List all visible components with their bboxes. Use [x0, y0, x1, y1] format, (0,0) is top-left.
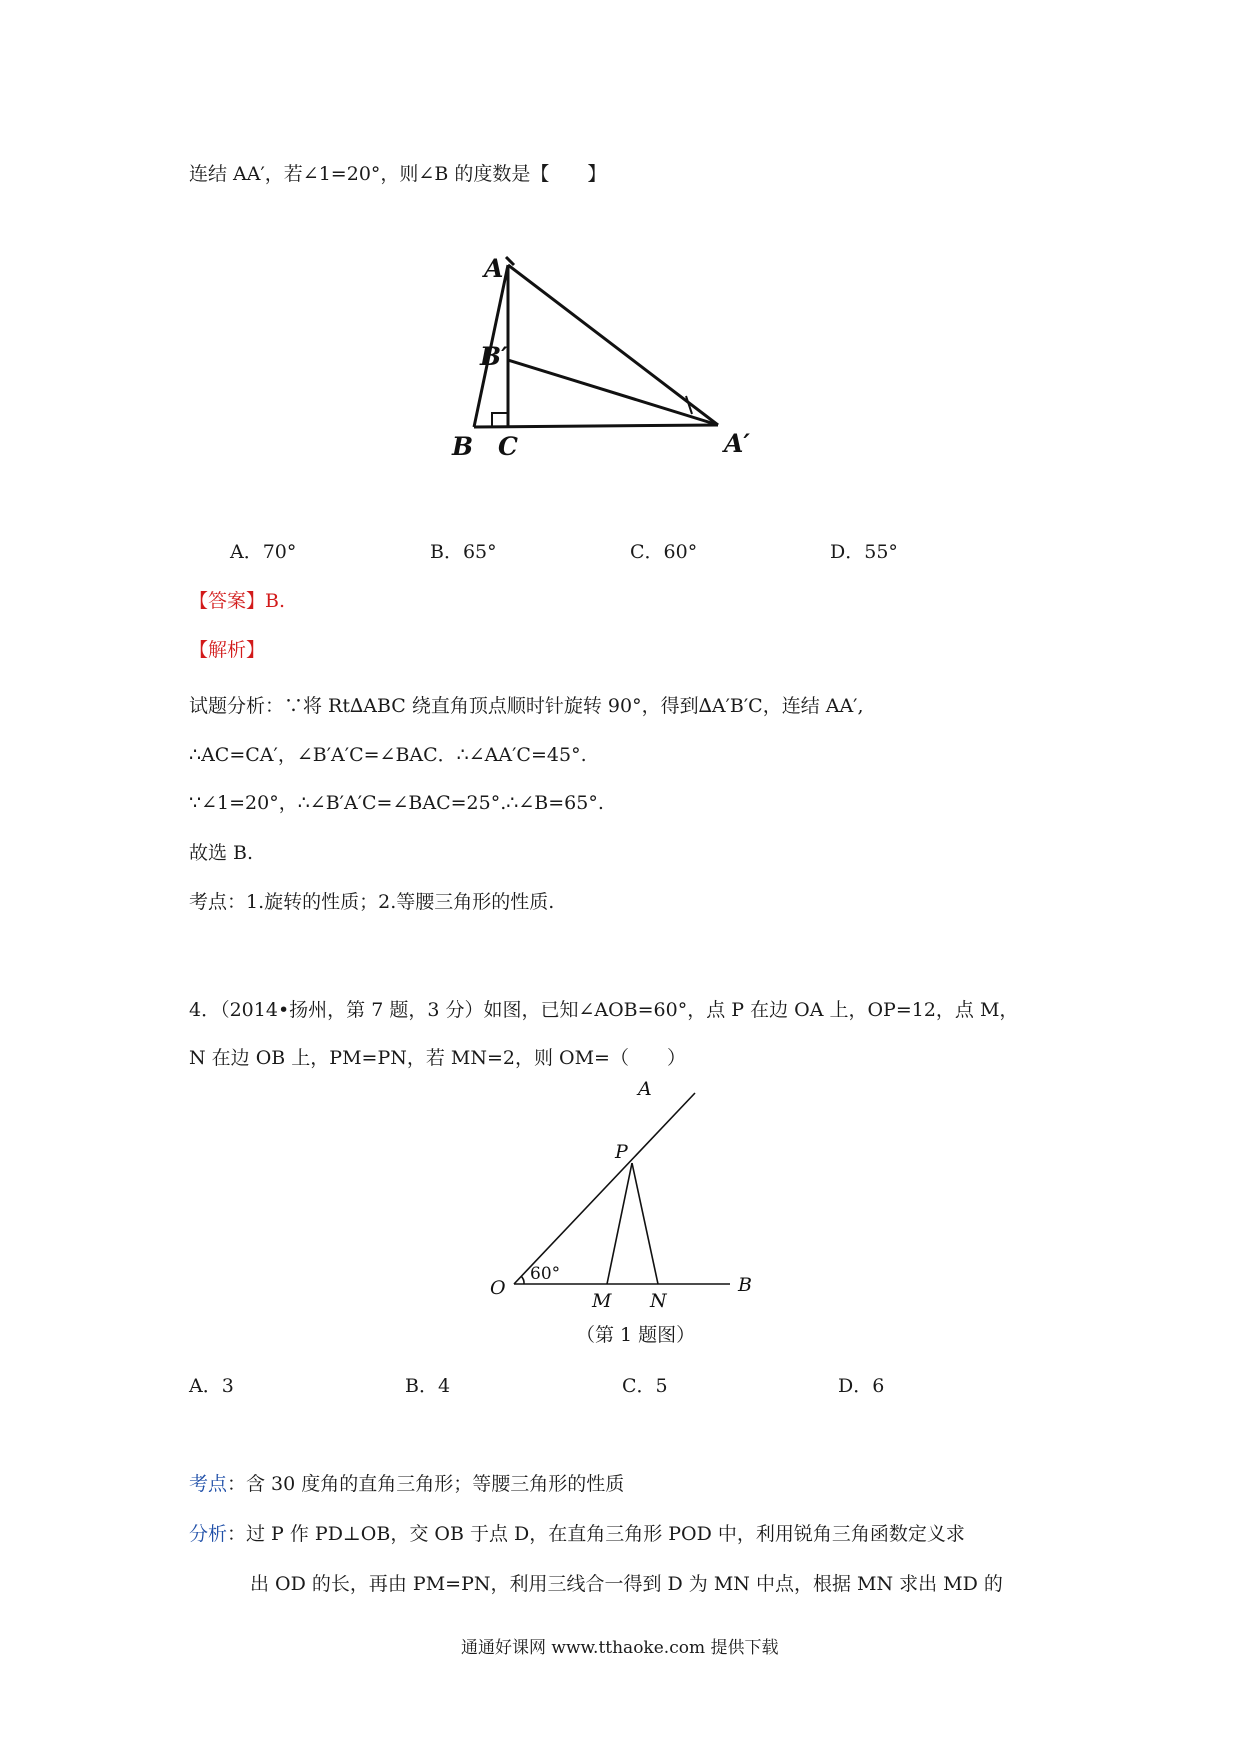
q4-fenxi-line-2: 出 OD 的长，再由 PM=PN，利用三线合一得到 D 为 MN 中点，根据 MN 求出 MD 的 — [250, 1573, 1003, 1595]
q4-fig-line-pn — [632, 1163, 658, 1284]
q4-kaodian-text: ：含 30 度角的直角三角形；等腰三角形的性质 — [227, 1473, 625, 1495]
q3-analysis-heading: 【解析】 — [189, 639, 266, 661]
q4-fig-angle-arc — [521, 1276, 524, 1284]
q3-analysis-line-4: 故选 B. — [189, 842, 254, 864]
q4-fig-label-o: O — [490, 1277, 506, 1299]
q3-fig-label-a-prime: A′ — [724, 429, 750, 458]
q3-option-b: B．65° — [430, 541, 497, 563]
q4-fenxi-label: 分析 — [189, 1523, 228, 1545]
q4-stem-line-1: 4．（2014•扬州，第 7 题，3 分）如图，已知∠AOB=60°，点 P 在边 OA 上，OP=12，点 M， — [189, 999, 1019, 1021]
q3-fig-label-a: A — [484, 254, 504, 283]
q4-fig-label-m: M — [592, 1290, 612, 1312]
q4-fig-label-n: N — [650, 1290, 667, 1312]
q3-fig-line-aa-prime — [508, 265, 718, 425]
q4-option-b: B．4 — [405, 1375, 451, 1397]
q4-fenxi-line-1 — [189, 1522, 965, 1546]
q3-figure — [452, 254, 790, 465]
q3-fig-label-c: C — [498, 432, 518, 461]
q3-stem: 连结 AA′，若∠1=20°，则∠B 的度数是【 】 — [189, 163, 607, 185]
q3-analysis-line-3: ∵∠1=20°，∴∠B′A′C=∠BAC=25°.∴∠B=65°. — [189, 792, 604, 814]
q3-analysis-line-2: ∴AC=CA′，∠B′A′C=∠BAC．∴∠AA′C=45°. — [189, 744, 587, 766]
q4-fig-label-b: B — [738, 1274, 752, 1296]
q3-analysis-line-1: 试题分析：∵将 Rt∆ABC 绕直角顶点顺时针旋转 90°，得到∆A′B′C，连结 AA′, — [189, 695, 864, 717]
q3-option-a: A．70° — [230, 541, 297, 563]
q3-option-d: D．55° — [830, 541, 898, 563]
q4-kaodian — [189, 1472, 624, 1496]
q4-figure-caption: （第 1 题图） — [576, 1324, 696, 1346]
q3-answer: 【答案】B. — [189, 590, 286, 612]
q4-kaodian-label: 考点 — [189, 1473, 228, 1495]
q4-stem-line-2: N 在边 OB 上，PM=PN，若 MN=2，则 OM=（ ） — [189, 1047, 686, 1069]
q4-fig-label-a: A — [638, 1078, 652, 1100]
q4-fig-ray-oa — [514, 1093, 695, 1284]
q4-option-c: C．5 — [622, 1375, 668, 1397]
q4-fig-label-p: P — [615, 1141, 628, 1163]
q4-fig-angle-label: 60° — [530, 1264, 561, 1284]
q4-option-a: A．3 — [189, 1375, 234, 1397]
q3-fig-label-b-prime: B′ — [480, 342, 508, 371]
q3-fig-right-angle-mark — [492, 413, 508, 427]
page-footer: 通通好课网 www.tthaoke.com 提供下载 — [461, 1638, 779, 1658]
q3-fig-label-b: B — [452, 432, 474, 461]
q4-figure — [480, 1075, 770, 1325]
q4-option-d: D．6 — [838, 1375, 885, 1397]
q3-analysis-line-5: 考点：1.旋转的性质；2.等腰三角形的性质. — [189, 891, 555, 913]
q3-option-c: C．60° — [630, 541, 698, 563]
q3-fig-line-a-tick — [506, 257, 514, 265]
q3-fig-line-b-prime-a-prime — [508, 360, 718, 425]
q4-fenxi-text-1: ：过 P 作 PD⊥OB，交 OB 于点 D，在直角三角形 POD 中，利用锐角三角函数定义求 — [227, 1523, 965, 1545]
q3-fig-line-ba-prime — [474, 425, 718, 427]
